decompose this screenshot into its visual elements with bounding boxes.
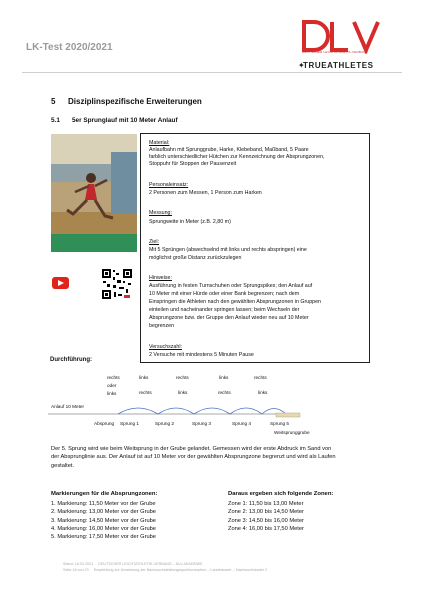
description-paragraph (51, 445, 377, 470)
footer-page: Seite 16 von 23 (63, 567, 89, 572)
logo-subtitle: DEUTSCHER LEICHTATHLETIK-VERBAND (302, 50, 368, 54)
messung-line: Sprungweite in Meter (z.B. 2,80 m) (149, 219, 231, 225)
durchfuehrung-label: Durchführung: (50, 357, 92, 363)
jump-label: Sprung 5 (270, 421, 290, 426)
hinweise-line: begrenzen (149, 323, 175, 329)
pit-label: Weitsprunggrube (274, 430, 310, 435)
foot-label: links (107, 391, 117, 396)
foot-label: oder (107, 383, 117, 388)
hinweise-line: Ausführung in festen Turnschuhen oder Sprungspikes; den Anlauf auf (149, 283, 313, 289)
jump-label: Sprung 3 (192, 421, 212, 426)
header-divider (22, 72, 402, 73)
jump-label: Sprung 1 (120, 421, 140, 426)
ziel-line: möglichst große Distanz zurückzulegen (149, 255, 242, 261)
personal-label: Personaleinsatz: (149, 182, 189, 188)
foot-label: rechts (254, 375, 267, 380)
list-item: Zone 3: 14,50 bis 16,00 Meter (228, 517, 304, 524)
foot-label: links (219, 375, 229, 380)
document-title: LK-Test 2020/2021 (26, 42, 113, 53)
jump-label: Sprung 4 (232, 421, 252, 426)
foot-label: rechts (218, 390, 231, 395)
personal-line: 2 Personen zum Messen, 1 Person zum Harken (149, 190, 262, 196)
foot-label: rechts (176, 375, 189, 380)
qr-code-icon[interactable] (101, 268, 133, 300)
footer-doc: Empfehlung zur Umsetzung der Nachwuchsleistungssportkonzeption – Landeskader – Nachwuchskader 2 (93, 567, 268, 572)
list-item: 4. Markierung: 16,00 Meter vor der Grube (51, 525, 156, 532)
paragraph-line: Der 5. Sprung wird wie beim Weitsprung in der Grube gelandet. Gemessen wird der erste Abdruck im Sand von (51, 446, 332, 452)
foot-label: rechts (107, 375, 120, 380)
foot-label: links (139, 375, 149, 380)
paragraph-line: gestaltet. (51, 462, 75, 469)
foot-label: links (258, 390, 268, 395)
play-icon (58, 280, 64, 286)
foot-label: links (178, 390, 188, 395)
hinweise-line: Einspringen die Athleten nach den gewählten Absprungzonen in Gruppen (149, 299, 321, 305)
footer-date: Stand: 16.03.2021 (63, 562, 94, 566)
list-item: Zone 4: 16,00 bis 17,50 Meter (228, 525, 304, 532)
run-label: Anlauf 10 Meter (51, 404, 85, 409)
subsection-number: 5.1 (51, 117, 60, 124)
jump-label: Absprung (94, 421, 115, 426)
section-title: Disziplinspezifische Erweiterungen (68, 97, 202, 106)
foot-label: rechts (139, 390, 152, 395)
hinweise-line: einteilen und nacheinander springen lassen; beim Wechseln der (149, 307, 300, 313)
ziel-line: Mit 5 Sprüngen (abwechselnd mit links und rechts abspringen) eine (149, 247, 307, 253)
ziel-label: Ziel: (149, 239, 160, 245)
material-label: Material: (149, 140, 170, 146)
list-item: Zone 1: 11,50 bis 13,00 Meter (228, 501, 304, 507)
paragraph-line: der Absprunglinie aus. Der Anlauf ist auf 10 Meter vor der gewählten Absprungzone begrenzt und wird als Laufen (51, 454, 336, 461)
material-line: farblich unterschiedlicher Hütchen zur Kennzeichnung der Absprungzonen, (149, 154, 325, 160)
list-item: 5. Markierung: 17,50 Meter vor der Grube (51, 534, 156, 541)
hinweise-label: Hinweise: (149, 275, 172, 281)
material-line: Stoppuhr für Stoppen der Pausenzeit (149, 161, 237, 167)
footer (63, 562, 267, 573)
brand-trueathletes: TRUEATHLETES (303, 61, 374, 70)
zones-heading: Daraus ergeben sich folgende Zonen: (228, 491, 334, 497)
messung-label: Messung: (149, 210, 172, 216)
info-box (140, 133, 370, 363)
markings-heading: Markierungen für die Absprungzonen: (51, 491, 158, 497)
zones-list (228, 500, 304, 533)
hinweise-line: 10 Meter mit einer Hürde oder einer Bank begrenzen; nach dem (149, 291, 300, 297)
versuch-label: Versuchszahl: (149, 344, 182, 350)
list-item: 3. Markierung: 14,50 Meter vor der Grube (51, 517, 156, 524)
markings-list (51, 500, 156, 541)
list-item: 2. Markierung: 13,00 Meter vor der Grube (51, 509, 156, 516)
athlete-photo (51, 134, 137, 252)
section-number: 5 (51, 97, 56, 106)
footer-org: DEUTSCHER LEICHTATHLETIK-VERBAND – DLV-AKADEMIE (98, 562, 203, 566)
dlv-logo (300, 20, 382, 54)
subsection-title: 5er Sprunglauf mit 10 Meter Anlauf (72, 117, 178, 124)
list-item: Zone 2: 13,00 bis 14,50 Meter (228, 509, 304, 516)
versuch-line: 2 Versuche mit mindestens 5 Minuten Pause (149, 352, 254, 358)
material-line: Anlaufbahn mit Sprunggrube, Harke, Klebeband, Maßband, 5 Paare (149, 147, 309, 153)
list-item: 1. Markierung: 11,50 Meter vor der Grube (51, 501, 156, 507)
trueathletes-icon: ✦ (298, 61, 305, 70)
jump-label: Sprung 2 (155, 421, 175, 426)
hinweise-line: Absprungzone bzw. der Gruppe den Anlauf wieder neu auf 10 Meter (149, 315, 309, 321)
